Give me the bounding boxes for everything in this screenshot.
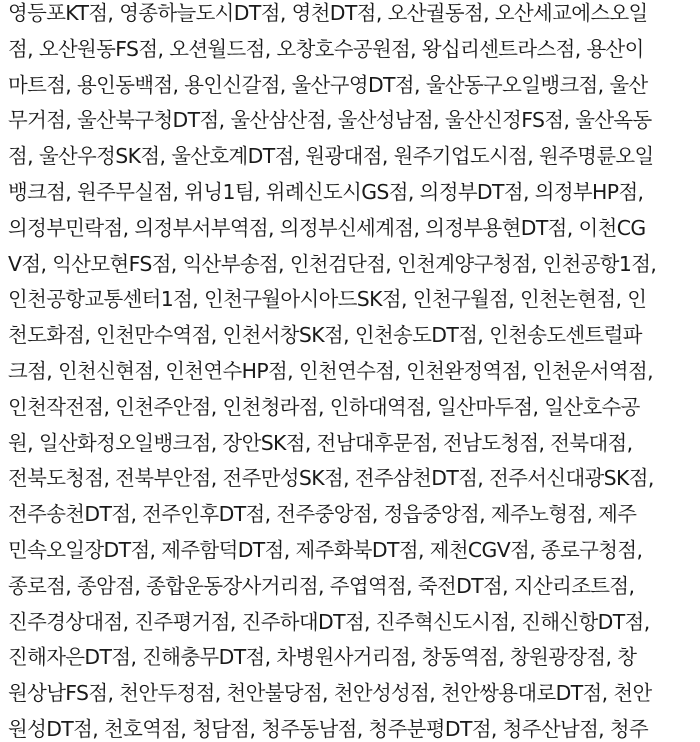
text-line: 무거점, 울산북구청DT점, 울산삼산점, 울산성남점, 울산신정FS점, 울산옥동 xyxy=(8,108,652,133)
text-line: 민속오일장DT점, 제주함덕DT점, 제주화북DT점, 제천CGV점, 종로구청점, xyxy=(8,537,643,562)
text-line: 영등포KT점, 영종하늘도시DT점, 영천DT점, 오산궐동점, 오산세교에스오일 xyxy=(8,1,648,25)
text-line: 원, 일산화정오일뱅크점, 장안SK점, 전남대후문점, 전남도청점, 전북대점, xyxy=(8,430,633,455)
text-line: 진해자은DT점, 진해충무DT점, 차병원사거리점, 창동역점, 창원광장점, 창 xyxy=(8,645,637,670)
text-line: V점, 익산모현FS점, 익산부송점, 인천검단점, 인천계양구청점, 인천공항1점, xyxy=(8,251,657,276)
text-line: 의정부민락점, 의정부서부역점, 의정부신세계점, 의정부용현DT점, 이천CG xyxy=(8,215,646,240)
text-line: 종로점, 종암점, 종합운동장사거리점, 주엽역점, 죽전DT점, 지산리조트점, xyxy=(8,573,635,598)
text-line: 뱅크점, 원주무실점, 위닝1팀, 위례신도시GS점, 의정부DT점, 의정부HP점, xyxy=(8,179,644,204)
text-line: 전북도청점, 전북부안점, 전주만성SK점, 전주삼천DT점, 전주서신대광SK점, xyxy=(8,466,654,491)
text-line: 원성DT점, 천호역점, 청담점, 청주동남점, 청주분평DT점, 청주산남점, 청주 xyxy=(8,716,649,741)
text-line: 진주경상대점, 진주평거점, 진주하대DT점, 진주혁신도시점, 진해신항DT점, xyxy=(8,609,650,634)
text-line: 원상남FS점, 천안두정점, 천안불당점, 천안성성점, 천안쌍용대로DT점, 천안 xyxy=(8,681,652,706)
text-line: 마트점, 용인동백점, 용인신갈점, 울산구영DT점, 울산동구오일뱅크점, 울산 xyxy=(8,72,648,97)
text-line: 천도화점, 인천만수역점, 인천서창SK점, 인천송도DT점, 인천송도센트럴파 xyxy=(8,323,642,348)
text-line: 인천공항교통센터1점, 인천구월아시아드SK점, 인천구월점, 인천논현점, 인 xyxy=(8,287,647,312)
text-line: 전주송천DT점, 전주인후DT점, 전주중앙점, 정읍중앙점, 제주노형점, 제주 xyxy=(8,502,637,527)
text-line: 점, 울산우정SK점, 울산호계DT점, 원광대점, 원주기업도시점, 원주명륜오일 xyxy=(8,144,654,169)
text-line: 점, 오산원동FS점, 오션월드점, 오창호수공원점, 왕십리센트라스점, 용산이 xyxy=(8,36,644,61)
text-line: 인천작전점, 인천주안점, 인천청라점, 인하대역점, 일산마두점, 일산호수공 xyxy=(8,394,640,419)
text-line: 크점, 인천신현점, 인천연수HP점, 인천연수점, 인천완정역점, 인천운서역점, xyxy=(8,358,653,383)
